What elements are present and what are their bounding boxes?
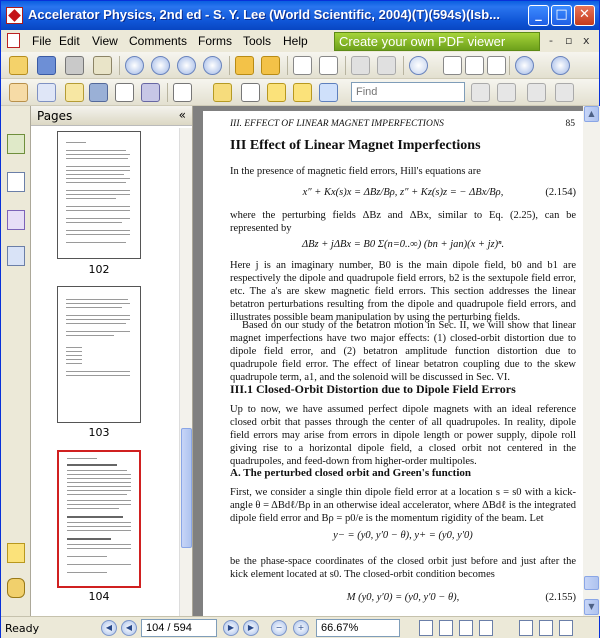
zoom-out-icon[interactable] — [515, 56, 534, 75]
last-page-icon[interactable] — [203, 56, 222, 75]
facing-view-icon[interactable] — [459, 620, 473, 636]
fit-width-view-icon[interactable] — [539, 620, 553, 636]
app-icon[interactable] — [6, 7, 23, 24]
print-icon[interactable] — [65, 56, 84, 75]
snapshot-icon[interactable] — [141, 83, 160, 102]
last-page-button[interactable]: ▶ — [243, 620, 259, 636]
edit-pen-icon[interactable] — [173, 83, 192, 102]
binoculars-icon[interactable] — [89, 83, 108, 102]
signatures-tab-icon[interactable] — [7, 210, 25, 230]
first-page-icon[interactable] — [125, 56, 144, 75]
thumbnail-scrollbar[interactable] — [179, 128, 192, 616]
note-icon[interactable] — [293, 83, 312, 102]
menu-file[interactable]: File — [32, 34, 52, 48]
attachments-paperclip-icon[interactable] — [7, 578, 25, 598]
pages-panel — [31, 106, 193, 616]
bookmarks-tab-icon[interactable] — [7, 172, 25, 192]
doc-minimize-button[interactable]: - — [549, 34, 553, 47]
menu-bar — [1, 30, 599, 52]
single-page-icon[interactable] — [293, 56, 312, 75]
continuous-facing-view-icon[interactable] — [479, 620, 493, 636]
separator — [403, 56, 404, 75]
status-zoom-in-button[interactable]: + — [293, 620, 309, 636]
find-next-icon[interactable] — [497, 83, 516, 102]
equation: x″ + Kx(s)x = ΔBz/Bρ, z″ + Kz(s)z = − ΔBx/Bρ, — [302, 187, 504, 198]
section-title: III Effect of Linear Magnet Imperfections — [230, 138, 481, 153]
forward-icon[interactable] — [261, 56, 280, 75]
collapse-panel-icon[interactable]: « — [178, 108, 186, 122]
zoom-level-input[interactable] — [316, 619, 400, 637]
comments-tab-icon[interactable] — [7, 543, 25, 563]
sidebar-tab-strip — [1, 106, 31, 616]
next-page-icon[interactable] — [177, 56, 196, 75]
separator — [509, 56, 510, 75]
pages-panel-title: Pages — [37, 109, 73, 123]
status-bar — [1, 616, 599, 638]
actual-size-icon[interactable] — [443, 56, 462, 75]
open-folder-icon[interactable] — [9, 56, 28, 75]
previous-page-icon[interactable] — [151, 56, 170, 75]
fit-page-icon[interactable] — [465, 56, 484, 75]
menu-edit[interactable]: Edit — [59, 34, 80, 48]
equation: y− = (y0, y′0 − θ), y+ = (y0, y′0) — [333, 530, 473, 541]
toolbar-tools — [1, 79, 599, 106]
single-page-view-icon[interactable] — [419, 620, 433, 636]
document-view[interactable] — [193, 106, 583, 616]
menu-view[interactable]: View — [92, 34, 118, 48]
scroll-up-arrow-icon[interactable]: ▲ — [584, 106, 599, 122]
title-bar[interactable] — [1, 1, 599, 30]
typewriter-icon[interactable] — [115, 83, 134, 102]
text-box-icon[interactable] — [241, 83, 260, 102]
layers-tab-icon[interactable] — [7, 246, 25, 266]
doc-restore-button[interactable]: ▫ — [565, 34, 573, 47]
undo-icon[interactable] — [351, 56, 370, 75]
equation: M (y0, y′0) = (y0, y′0 − θ), — [346, 592, 460, 603]
arrow-tool-icon[interactable] — [319, 83, 338, 102]
equation: ΔBz + jΔBx = B0 Σ(n=0..∞) (bn + jan)(x + jz)ⁿ. — [301, 239, 505, 250]
zoom-in-magnifier-icon[interactable] — [409, 56, 428, 75]
email-icon[interactable] — [93, 56, 112, 75]
first-page-button[interactable]: ◀ — [101, 620, 117, 636]
status-text: Ready — [5, 622, 40, 635]
paragraph: where the perturbing fields ΔBz and ΔBx, similar to Eq. (2.25), can be represented by — [230, 210, 576, 234]
equation-number: (2.155) — [545, 592, 576, 603]
pdf-page — [203, 111, 583, 616]
fit-page-view-icon[interactable] — [519, 620, 533, 636]
status-zoom-out-button[interactable]: − — [271, 620, 287, 636]
find-previous-icon[interactable] — [471, 83, 490, 102]
paragraph: Up to now, we have assumed perfect dipole magnets with an ideal reference closed orbit that passes through the center of all quadrupoles. In reality, dipole field errors may arise from errors in dipole length or power supply, dipole roll giving rise to a horizontal dipole field, a closed orbit not centered in the quadrupoles, and feed-down from higher-order multipoles. — [230, 404, 576, 467]
equation-number: (2.154) — [545, 187, 576, 198]
separator — [167, 83, 168, 102]
separator — [287, 56, 288, 75]
paragraph: Based on our study of the betatron motion in Sec. II, we will show that linear magnet imperfections have two major effects: (1) closed-orbit distortion due to dipole field error, and (2) betatron amplitude function distortion due to quadrupole field error. The effect of linear betatron coupling due to the skew quadrupole term, a1, and the solenoid will be discussed in Sec. VI. — [230, 320, 576, 383]
menu-tools[interactable]: Tools — [243, 34, 272, 48]
hand-tool-icon[interactable] — [9, 83, 28, 102]
actual-size-view-icon[interactable] — [559, 620, 573, 636]
highlight-icon[interactable] — [213, 83, 232, 102]
paragraph: be the phase-space coordinates of the closed orbit just before and just after the kick element located at s0. The closed-orbit condition becomes — [230, 556, 576, 580]
continuous-view-icon[interactable] — [439, 620, 453, 636]
document-scroll-thumb[interactable] — [584, 576, 599, 590]
menu-comments[interactable]: Comments — [129, 34, 188, 48]
page-number-input[interactable] — [141, 619, 217, 637]
running-head: III. EFFECT OF LINEAR MAGNET IMPERFECTIONS — [230, 119, 444, 129]
save-icon[interactable] — [37, 56, 56, 75]
paragraph: In the presence of magnetic field errors, Hill's equations are — [230, 166, 481, 177]
page-thumbnail-103[interactable] — [57, 286, 141, 423]
scroll-down-arrow-icon[interactable]: ▼ — [584, 599, 599, 615]
separator — [345, 56, 346, 75]
pages-tab-icon[interactable] — [7, 134, 25, 154]
select-arrow-icon[interactable] — [65, 83, 84, 102]
menu-help[interactable]: Help — [283, 34, 308, 48]
document-icon[interactable] — [7, 33, 20, 48]
select-text-icon[interactable] — [37, 83, 56, 102]
thumbnail-scroll-thumb[interactable] — [181, 428, 192, 548]
page-thumbnail-104-current[interactable] — [57, 450, 141, 588]
subsubsection-title: A. The perturbed closed orbit and Green's function — [230, 467, 471, 479]
doc-close-button[interactable]: x — [583, 34, 590, 47]
separator — [229, 56, 230, 75]
close-button[interactable]: ✕ — [574, 5, 595, 26]
separator — [119, 56, 120, 75]
find-input[interactable] — [351, 82, 465, 102]
menu-forms[interactable]: Forms — [198, 34, 232, 48]
text-tool-icon[interactable] — [267, 83, 286, 102]
maximize-button[interactable]: □ — [551, 5, 572, 26]
zoom-in-icon[interactable] — [551, 56, 570, 75]
subsection-title: III.1 Closed-Orbit Distortion due to Dipole Field Errors — [230, 382, 516, 396]
redo-icon[interactable] — [377, 56, 396, 75]
find-options-icon[interactable] — [527, 83, 546, 102]
continuous-page-icon[interactable] — [319, 56, 338, 75]
back-icon[interactable] — [235, 56, 254, 75]
find-highlight-icon[interactable] — [555, 83, 574, 102]
page-thumbnail-102[interactable] — [57, 131, 141, 259]
page-number: 85 — [565, 119, 575, 129]
paragraph: First, we consider a single thin dipole field error at a location s = s0 with a kick-angle θ = ΔBdℓ/Bρ in an otherwise ideal accelerator, where ΔBdℓ is the integrated dipole field error and Bρ = p0/e is the momentum rigidity of the beam. Let — [230, 487, 576, 524]
thumbnail-label: 103 — [88, 426, 110, 439]
paragraph: Here j is an imaginary number, B0 is the main dipole field, b0 and b1 are respectively the dipole and quadrupole field errors, b2 is the sextupole field error, etc. The a's are skew magnetic field errors. This section addresses the linear betatron perturbations resulting from the dipole and quadrupole field errors, and illustrates possible beam manipulation by using the perturbing fields. — [230, 260, 576, 323]
document-scrollbar[interactable] — [583, 106, 600, 616]
create-pdf-viewer-banner[interactable]: Create your own PDF viewer — [334, 32, 540, 51]
fit-width-icon[interactable] — [487, 56, 506, 75]
thumbnail-label: 102 — [88, 263, 110, 276]
pages-panel-header — [31, 106, 192, 126]
minimize-button[interactable]: _ — [528, 5, 549, 26]
thumbnail-label: 104 — [88, 590, 110, 603]
next-page-button[interactable]: ▶ — [223, 620, 239, 636]
toolbar-main — [1, 52, 599, 79]
previous-page-button[interactable]: ◀ — [121, 620, 137, 636]
window-title: Accelerator Physics, 2nd ed - S. Y. Lee (World Scientific, 2004)(T)(594s)(Isb... — [28, 7, 501, 22]
